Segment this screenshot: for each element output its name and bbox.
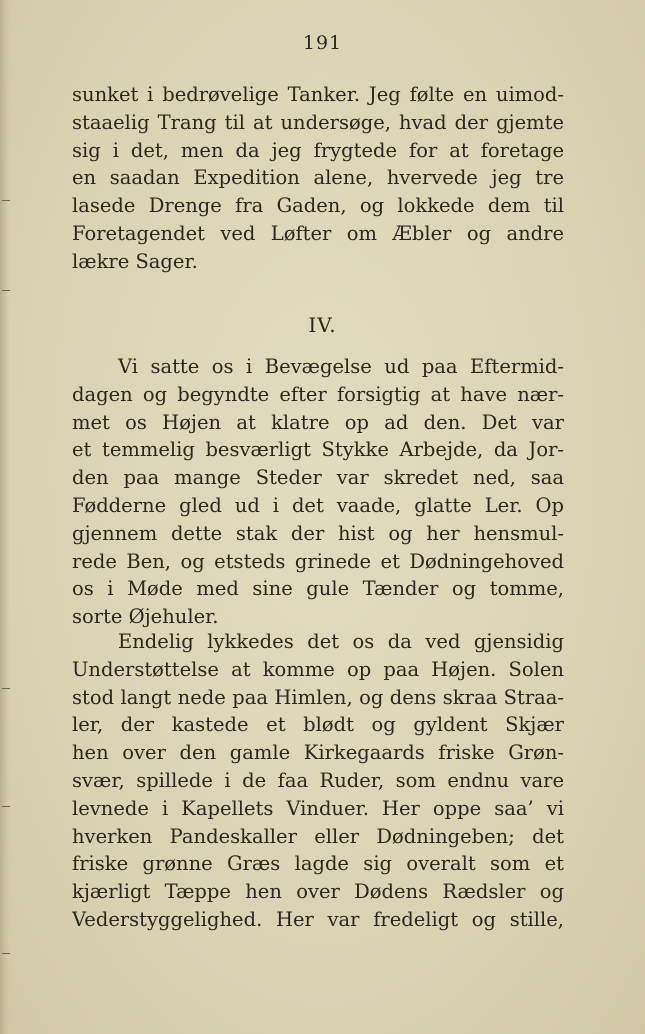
text-line: et temmelig besværligt Stykke Arbejde, da Jor- xyxy=(72,438,564,462)
text-line: Understøttelse at komme op paa Højen. Solen xyxy=(72,657,564,681)
edge-mark xyxy=(2,953,10,954)
edge-mark xyxy=(2,290,10,291)
edge-mark xyxy=(2,806,10,807)
text-line: os i Møde med sine gule Tænder og tomme, xyxy=(72,577,564,601)
page-number: 191 xyxy=(302,32,343,54)
text-line: rede Ben, og etsteds grinede et Dødningehoved xyxy=(72,549,564,573)
chapter-heading: IV. xyxy=(308,313,337,337)
paragraph-intro xyxy=(72,81,564,276)
text-line: gjennem dette stak der hist og her hensmul- xyxy=(72,521,564,545)
paragraph-2 xyxy=(72,628,564,934)
text-line: Endelig lykkedes det os da ved gjensidig xyxy=(118,630,564,653)
text-line: svær, spillede i de faa Ruder, som endnu vare xyxy=(72,768,564,792)
text-line: met os Højen at klatre op ad den. Det var xyxy=(72,410,564,434)
text-line: en saadan Expedition alene, hvervede jeg tre xyxy=(72,166,564,190)
text-line: ler, der kastede et blødt og gyldent Skjær xyxy=(72,713,564,737)
text-line: dagen og begyndte efter forsigtig at have nær- xyxy=(72,382,564,406)
text-line: Fødderne gled ud i det vaade, glatte Ler. Op xyxy=(72,493,564,517)
text-line: hverken Pandeskaller eller Dødningeben; det xyxy=(72,824,564,848)
text-line: hen over den gamle Kirkegaards friske Grøn- xyxy=(72,741,564,765)
text-line: den paa mange Steder var skredet ned, saa xyxy=(72,466,564,490)
text-line: sig i det, men da jeg frygtede for at foretage xyxy=(72,138,564,162)
text-line: Foretagendet ved Løfter om Æbler og andre xyxy=(72,221,564,245)
text-line: sunket i bedrøvelige Tanker. Jeg følte en uimod- xyxy=(72,83,564,106)
text-line: sorte Øjehuler. xyxy=(72,605,219,629)
page-binding-edge xyxy=(0,0,10,1034)
text-line: friske grønne Græs lagde sig overalt som et xyxy=(72,852,564,876)
text-line: stod langt nede paa Himlen, og dens skraa Straa- xyxy=(72,685,564,709)
text-line: staaelig Trang til at undersøge, hvad der gjemte xyxy=(72,110,564,134)
text-line: lækre Sager. xyxy=(72,249,198,273)
text-line: lasede Drenge fra Gaden, og lokkede dem til xyxy=(72,194,564,218)
text-line: Vederstyggelighed. Her var fredeligt og stille, xyxy=(72,907,564,931)
text-line: levnede i Kapellets Vinduer. Her oppe saa’ vi xyxy=(72,796,564,820)
text-line: Vi satte os i Bevægelse ud paa Eftermid- xyxy=(118,355,564,378)
text-line: kjærligt Tæppe hen over Dødens Rædsler og xyxy=(72,880,564,904)
edge-mark xyxy=(2,200,10,201)
edge-mark xyxy=(2,688,10,689)
paragraph-1 xyxy=(72,353,564,631)
